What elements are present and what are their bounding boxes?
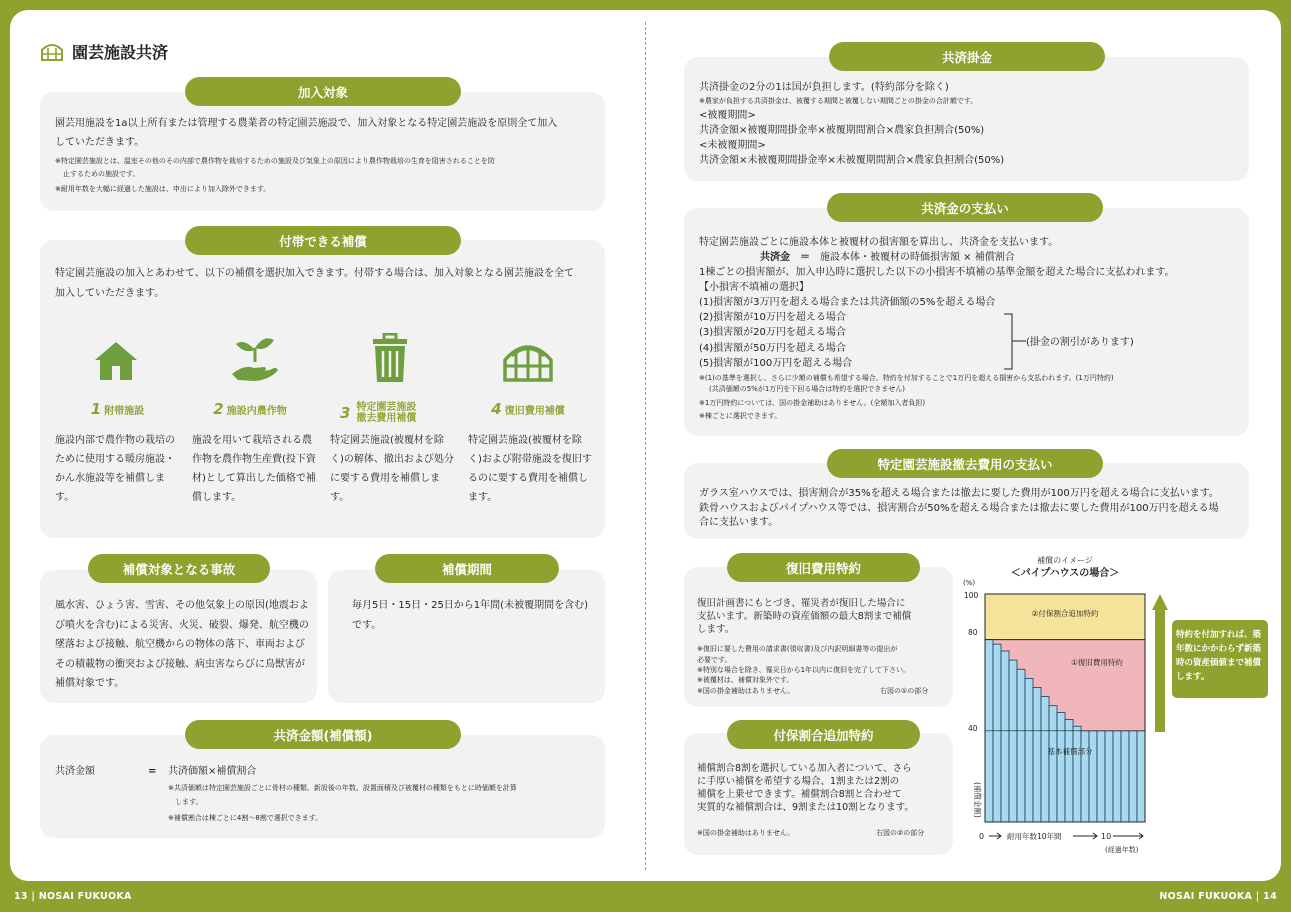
fuho-note-1: ※国の掛金補助はありません。 [697,829,795,837]
fukkyu-note-2: ※特別な場合を除き、罹災日から1年以内に復旧を完了して下さい。 [697,666,911,674]
trash-can-icon [370,333,410,383]
chart-ylabel: (%) [963,579,976,587]
shiharai-formula-label: 共済金 [760,252,790,263]
feature-4-label [478,400,578,418]
chart-bar-6 [1025,678,1033,822]
feature-3-label [340,402,440,424]
chart-bar-18 [1121,731,1129,822]
fuho-text-2: に手厚い補償を希望する場合、1割または2割の [697,776,900,787]
feature-3-text: 特定園芸施設(被覆材を除く)の解体、撤出および処分に要する費用を補償します。 [330,435,454,503]
feature-3-num: 3 [340,403,351,422]
kanyu-heading: 加入対象 [185,77,461,106]
chart-x-start: 0 [979,832,985,841]
chart-x-arrow-3 [1113,833,1143,839]
chart-label-middle: ①復旧費用特約 [1071,658,1123,667]
feature-1-label [70,400,165,418]
coverage-chart [955,550,1275,860]
chart-y-side-label: (補償金額) [973,782,982,818]
shiharai-note-2: ※1万円特約については、国の掛金補助はありません。(全額加入者負担) [699,399,926,407]
chart-ytick-80: 80 [968,628,978,637]
center-divider [645,22,646,870]
jiko-heading: 補償対象となる事故 [88,554,270,583]
chart-bar-3 [1001,651,1009,822]
shiharai-brace-label: (掛金の割引があります) [1026,337,1134,348]
feature-4-text: 特定園芸施設(被覆材を除く)および附帯施設を復旧するのに要する費用を補償します。 [468,435,592,503]
kanyu-note-1: ※特定園芸施設とは、温室その他のその内部で農作物を栽培するための施設及び気象上の原因により農作物栽培の生育を阻害されることを防 [55,157,495,165]
kikan-heading: 補償期間 [375,554,559,583]
shiharai-text-2: 1棟ごとの損害額が、加入申込時に選択した以下の小損害不填補の基準金額を超えた場合に支払われます。 [699,267,1175,278]
shiharai-formula: 施設本体・被覆材の時価損害額 × 補償割合 [820,252,1015,263]
chart-up-arrow-head [1152,594,1168,610]
shiharai-note-1b: (共済価額の5%が1万円を下回る場合は特約を選択できません) [709,385,906,393]
chart-bar-16 [1105,731,1113,822]
chart-subtitle: ＜パイプハウスの場合＞ [1010,568,1120,579]
shiharai-text-3: 【小損害不填補の選択】 [699,282,809,293]
feature-1-text: 施設内部で農作物の栽培のために使用する暖房施設・かん水施設等を補償します。 [55,435,175,503]
futai-text-1: 特定園芸施設の加入とあわせて、以下の補償を選択加入できます。付帯する場合は、加入対象となる園芸施設を全て [55,268,574,279]
fukkyu-text-2: 支払います。新築時の資産価額の最大8割まで補償 [697,611,912,622]
chart-label-top: ②付保割合追加特約 [1031,609,1099,618]
kyosai-gaku-note-1b: します。 [175,798,203,806]
chart-bar-9 [1049,706,1057,822]
plant-hand-icon [230,334,280,384]
chart-x-end: 10 [1101,832,1112,841]
kanyu-text-2: していただきます。 [55,137,145,148]
chart-bar-14 [1089,731,1097,822]
jiko-text: 風水害、ひょう害、雪害、その他気象上の原因(地震および噴火を含む)による災害、火災、破裂、爆発、航空機の墜落および接触、航空機からの物体の落下、車両およびその積載物の衝突および接触、病虫害ならびに鳥獣害が補償対象です。 [55,600,309,689]
feature-1-title: 附帯施設 [104,406,145,417]
kyosai-gaku-formula: 共済価額×補償割合 [168,766,257,777]
kanyu-note-1b: 止するための施設です。 [63,170,140,178]
kakekin-heading: 共済掛金 [829,42,1105,71]
chart-bar-10 [1057,713,1065,822]
feature-3-title: 特定園芸施設撤去費用補償 [356,402,417,424]
chart-bar-2 [993,644,1001,822]
shiharai-note-1: ※(1)の基準を選択し、さらに少額の補償も希望する場合、特約を付加することで1万円を超える損害から支払われます。(1万円特約) [699,374,1114,382]
chart-bar-15 [1097,731,1105,822]
shiharai-option-5: (5)損害額が100万円を超える場合 [699,358,853,369]
shiharai-option-2: (2)損害額が10万円を超える場合 [699,312,846,323]
chart-x-arrow-2 [1073,833,1097,839]
chart-bar-13 [1081,731,1089,822]
chart-x-arrow-1 [989,833,1001,839]
fukkyu-note-1b: 必要です。 [697,656,732,664]
futai-text-2: 加入していただきます。 [55,288,165,299]
shiharai-option-4: (4)損害額が50万円を超える場合 [699,343,846,354]
chart-bar-17 [1113,731,1121,822]
footer-left: 13 | NOSAI FUKUOKA [14,891,132,902]
fukkyu-note-4: ※国の掛金補助はありません。 [697,687,795,695]
chart-x-unit: (経過年数) [1105,846,1139,854]
footer-right: NOSAI FUKUOKA | 14 [1159,891,1277,902]
chart-label-bottom: 基本補償部分 [1047,747,1093,756]
kyosai-gaku-eq: = [148,766,157,777]
fuho-text-4: 実質的な補償割合は、9割または10割となります。 [697,802,914,813]
chart-xlabel: 耐用年数10年間 [1007,832,1062,841]
shiharai-text-1: 特定園芸施設ごとに施設本体と被覆材の損害額を算出し、共済金を支払います。 [699,237,1059,248]
page-title-text: 園芸施設共済 [72,43,169,62]
tekkyo-text-1: ガラス室ハウスでは、損害割合が35%を超える場合または撤去に要した費用が100万円を超える場合に支払います。 [699,488,1219,499]
kakekin-text-3: 共済金額×被覆期間掛金率×被覆期間割合×農家負担割合(50%) [699,125,985,136]
page-title [40,40,168,63]
fukkyu-text-1: 復旧計画書にもとづき、罹災者が復旧した場合に [697,598,906,609]
tekkyo-text-2: 鉄骨ハウスおよびパイプハウス等では、損害割合が50%を超える場合または撤去に要した費用が100万円を超える場 [699,503,1219,514]
fuho-text-1: 補償割合8割を選択している加入者について、さら [697,763,912,774]
kakekin-note-1: ※農家が負担する共済掛金は、被覆する期間と被覆しない期間ごとの掛金の合計額です。 [699,97,978,105]
chart-up-arrow-body [1155,608,1165,732]
house-icon [93,340,139,382]
shiharai-heading: 共済金の支払い [827,193,1103,222]
chart-bar-11 [1065,719,1073,822]
shiharai-option-1: (1)損害額が3万円を超える場合または共済価額の5%を超える場合 [699,297,996,308]
feature-2-title: 施設内農作物 [226,406,287,417]
fuho-heading: 付保割合追加特約 [727,720,920,749]
fuho-text-3: 補償を上乗せできます。補償割合8割と合わせて [697,789,902,800]
chart-bar-19 [1129,731,1137,822]
feature-2-label [200,400,300,418]
feature-2-text: 施設を用いて栽培される農作物を農作物生産費(投下資材)として算出した価格で補償します。 [192,435,316,503]
kikan-text: 毎月5日・15日・25日から1年間(未被覆期間を含む)です。 [352,600,588,631]
kakekin-text-4: <未被覆期間> [699,140,766,151]
chart-title: 補償のイメージ [1037,556,1093,565]
feature-2-num: 2 [213,400,224,418]
greenhouse-icon [40,42,64,62]
shiharai-formula-eq: ＝ [800,252,810,263]
shiharai-option-3: (3)損害額が20万円を超える場合 [699,327,846,338]
kyosai-gaku-note-2: ※補償割合は棟ごとに4割～8割で選択できます。 [168,814,323,822]
chart-ytick-100: 100 [964,591,979,600]
kyosai-gaku-label: 共済金額 [55,766,95,777]
fukkyu-heading: 復旧費用特約 [727,553,920,582]
kyosai-gaku-heading: 共済金額(補償額) [185,720,461,749]
feature-1-num: 1 [90,400,102,418]
futai-heading: 付帯できる補償 [185,226,461,255]
feature-4-num: 4 [491,400,502,418]
kikan-panel [328,570,605,703]
greenhouse-large-icon [502,342,554,382]
shiharai-note-3: ※棟ごとに選択できます。 [699,412,782,420]
fukkyu-note-1: ※復旧に要した費用の請求書(領収書)及び内訳明細書等の提出が [697,645,898,653]
tekkyo-text-3: 合に支払います。 [699,517,779,528]
chart-bar-12 [1073,726,1081,822]
chart-callout-text: 特約を付加すれば、築年数にかかわらず新築時の資産価値まで補償します。 [1176,630,1262,682]
tekkyo-heading: 特定園芸施設撤去費用の支払い [827,449,1103,478]
kakekin-text-1: 共済掛金の2分の1は国が負担します。(特約部分を除く) [699,82,949,93]
chart-bar-8 [1041,697,1049,822]
kanyu-text-1: 園芸用施設を1a以上所有または管理する農業者の特定園芸施設で、加入対象となる特定園芸施設を原則全て加入 [55,118,558,129]
chart-bar-20 [1137,731,1145,822]
fukkyu-text-3: します。 [697,624,735,635]
kanyu-note-2: ※耐用年数を大幅に経過した施設は、申出により加入除外できます。 [55,185,271,193]
chart-bar-5 [1017,669,1025,822]
fukkyu-ref: 右図の①の部分 [880,687,929,695]
fuho-ref: 右図の②の部分 [876,829,925,837]
chart-bar-4 [1009,660,1017,822]
chart-ytick-40: 40 [968,724,978,733]
kakekin-text-5: 共済金額×未被覆期間掛金率×未被覆期間割合×農家負担割合(50%) [699,155,1005,166]
feature-4-title: 復旧費用補償 [504,406,565,417]
kyosai-gaku-note-1: ※共済価額は特定園芸施設ごとに骨材の種類、新設後の年数、設置面積及び被覆材の種類をもとに時価額を計算 [168,784,517,792]
kakekin-text-2: <被覆期間> [699,110,756,121]
chart-bar-7 [1033,687,1041,822]
fukkyu-note-3: ※被覆材は、補償対象外です。 [697,676,794,684]
